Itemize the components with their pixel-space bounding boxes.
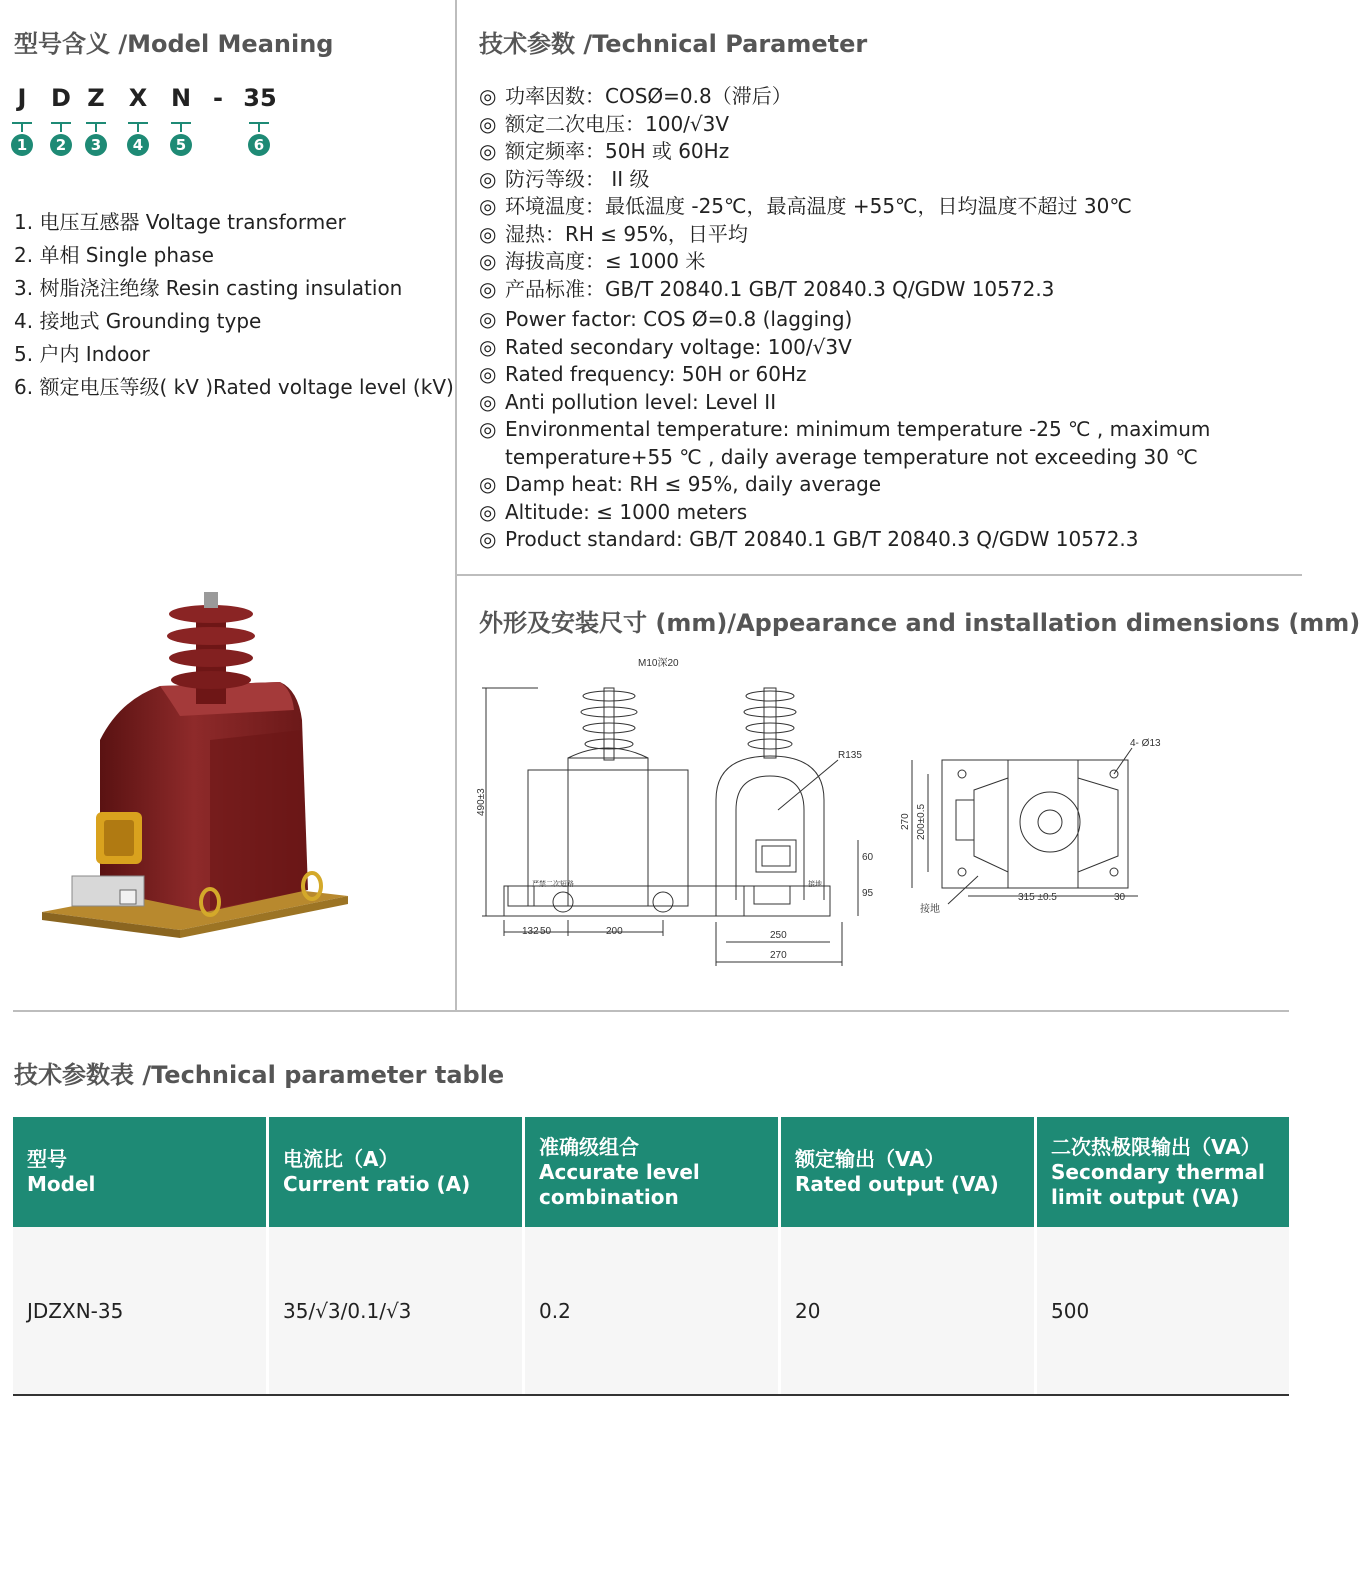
dim-label: 严禁二次短路 <box>532 881 574 888</box>
code-tick <box>51 122 71 132</box>
code-number-badge: 2 <box>50 134 72 156</box>
bullet-icon: ◎ <box>479 276 497 301</box>
vertical-divider <box>455 0 457 1010</box>
code-letter: N <box>170 84 192 112</box>
table-header-row <box>13 1117 1289 1227</box>
table-cell: JDZXN-35 <box>13 1227 269 1394</box>
code-tick <box>128 122 148 132</box>
technical-parameter-list <box>479 83 1210 554</box>
bullet-icon: ◎ <box>479 307 497 331</box>
list-item-continuation: temperature+55 ℃ , daily average temperature not exceeding 30 ℃ <box>505 444 1198 469</box>
dim-label: 4- Ø13 <box>1130 738 1161 749</box>
table-row <box>13 1227 1289 1396</box>
table-cell: 0.2 <box>525 1227 781 1394</box>
dim-label: 270 <box>770 950 787 961</box>
code-tick <box>171 122 191 132</box>
code-letter: Z <box>87 84 105 112</box>
list-item: ◎ Damp heat: RH ≤ 95%, daily average <box>479 471 1210 499</box>
table-header-accuracy: 准确级组合 Accurate level combination <box>525 1117 781 1227</box>
front-view <box>482 688 744 936</box>
code-letter: - <box>213 84 223 112</box>
dim-label: 490±3 <box>476 788 487 816</box>
list-item: 6. 额定电压等级( kV )Rated voltage level (kV) <box>14 375 454 399</box>
dimension-drawing <box>478 660 1298 990</box>
list-item: ◎ Environmental temperature: minimum temperature -25 ℃ , maximum <box>479 416 1210 444</box>
dim-label: 50 <box>540 926 552 937</box>
list-item: ◎ 功率因数：COSØ=0.8（滞后） <box>479 83 1210 111</box>
bullet-icon: ◎ <box>479 499 497 524</box>
list-item: ◎ Rated secondary voltage: 100/√3V <box>479 334 1210 362</box>
model-meaning-list <box>14 206 454 404</box>
list-item: ◎ Altitude: ≤ 1000 meters <box>479 499 1210 527</box>
table-header-thermal-output: 二次热极限输出（VA） Secondary thermal limit output (VA) <box>1037 1117 1289 1227</box>
list-item: 4. 接地式 Grounding type <box>14 309 262 333</box>
bullet-icon: ◎ <box>479 249 497 273</box>
code-letter: X <box>128 84 148 112</box>
list-item: ◎ Anti pollution level: Level II <box>479 389 1210 417</box>
bullet-icon: ◎ <box>479 166 497 191</box>
code-number-badge: 4 <box>127 134 149 156</box>
code-tick <box>12 122 32 132</box>
horizontal-divider-bottom <box>13 1010 1289 1012</box>
horizontal-divider-right <box>457 574 1302 576</box>
top-view <box>912 748 1138 904</box>
code-letter: J <box>17 84 27 112</box>
dim-label: 30 <box>1114 892 1126 903</box>
bullet-icon: ◎ <box>479 84 497 108</box>
code-tick <box>249 122 269 132</box>
list-item: 1. 电压互感器 Voltage transformer <box>14 210 346 234</box>
list-item: ◎ 海拔高度：≤ 1000 米 <box>479 248 1210 276</box>
list-item: ◎ 额定频率：50H 或 60Hz <box>479 138 1210 166</box>
code-number-badge: 3 <box>85 134 107 156</box>
code-letter: D <box>51 84 71 112</box>
side-view <box>716 688 858 966</box>
dim-label: 270 <box>900 813 911 830</box>
list-item: 5. 户内 Indoor <box>14 342 150 366</box>
dim-label: 接地 <box>920 904 940 915</box>
bullet-icon: ◎ <box>479 389 497 414</box>
dim-label: 接地 <box>808 881 822 888</box>
list-item: ◎ 防污等级： II 级 <box>479 166 1210 194</box>
list-item: ◎ Rated frequency: 50H or 60Hz <box>479 361 1210 389</box>
dim-label: 200±0.5 <box>916 803 927 840</box>
dim-label: 60 <box>862 852 874 863</box>
dim-label: 315 ±0.5 <box>1018 892 1057 903</box>
technical-parameter-title: 技术参数 /Technical Parameter <box>479 30 868 58</box>
bullet-icon: ◎ <box>479 472 497 496</box>
bullet-icon: ◎ <box>479 527 497 551</box>
list-item: ◎ 额定二次电压：100/√3V <box>479 111 1210 139</box>
list-item: ◎ 产品标准：GB/T 20840.1 GB/T 20840.3 Q/GDW 10572.3 <box>479 276 1210 304</box>
dimensions-title: 外形及安装尺寸 (mm)/Appearance and installation dimensions (mm) <box>479 609 1360 637</box>
model-meaning-title: 型号含义 /Model Meaning <box>14 30 334 58</box>
product-image <box>30 590 370 950</box>
dim-label: 132 <box>522 926 539 937</box>
bullet-icon: ◎ <box>479 362 497 386</box>
dim-label: 200 <box>606 926 623 937</box>
list-item: ◎ 环境温度：最低温度 -25℃，最高温度 +55℃，日均温度不超过 30℃ <box>479 193 1210 221</box>
table-header-rated-output: 额定输出（VA） Rated output (VA) <box>781 1117 1037 1227</box>
table-cell: 20 <box>781 1227 1037 1394</box>
table-cell: 35/√3/0.1/√3 <box>269 1227 525 1394</box>
bullet-icon: ◎ <box>479 139 497 163</box>
code-number-badge: 6 <box>248 134 270 156</box>
list-item: ◎ 湿热：RH ≤ 95%，日平均 <box>479 221 1210 249</box>
list-item: 3. 树脂浇注绝缘 Resin casting insulation <box>14 276 403 300</box>
table-cell: 500 <box>1037 1227 1289 1394</box>
list-item: 2. 单相 Single phase <box>14 243 214 267</box>
code-number-badge: 1 <box>11 134 33 156</box>
dim-label: 250 <box>770 930 787 941</box>
list-item: ◎ Power factor: COS Ø=0.8 (lagging) <box>479 306 1210 334</box>
table-header-current-ratio: 电流比（A） Current ratio (A) <box>269 1117 525 1227</box>
code-number-badge: 5 <box>170 134 192 156</box>
table-header-model: 型号 Model <box>13 1117 269 1227</box>
bullet-icon: ◎ <box>479 111 497 136</box>
dim-label: 95 <box>862 888 874 899</box>
param-table-title: 技术参数表 /Technical parameter table <box>14 1061 505 1089</box>
bullet-icon: ◎ <box>479 194 497 218</box>
dim-label: M10深20 <box>638 658 679 669</box>
bullet-icon: ◎ <box>479 334 497 359</box>
code-tick <box>86 122 106 132</box>
list-item: ◎ Product standard: GB/T 20840.1 GB/T 20840.3 Q/GDW 10572.3 <box>479 526 1210 554</box>
code-letter: 35 <box>243 84 277 112</box>
bullet-icon: ◎ <box>479 221 497 246</box>
param-table <box>13 1117 1289 1396</box>
bullet-icon: ◎ <box>479 417 497 441</box>
dim-label: R135 <box>838 750 862 761</box>
